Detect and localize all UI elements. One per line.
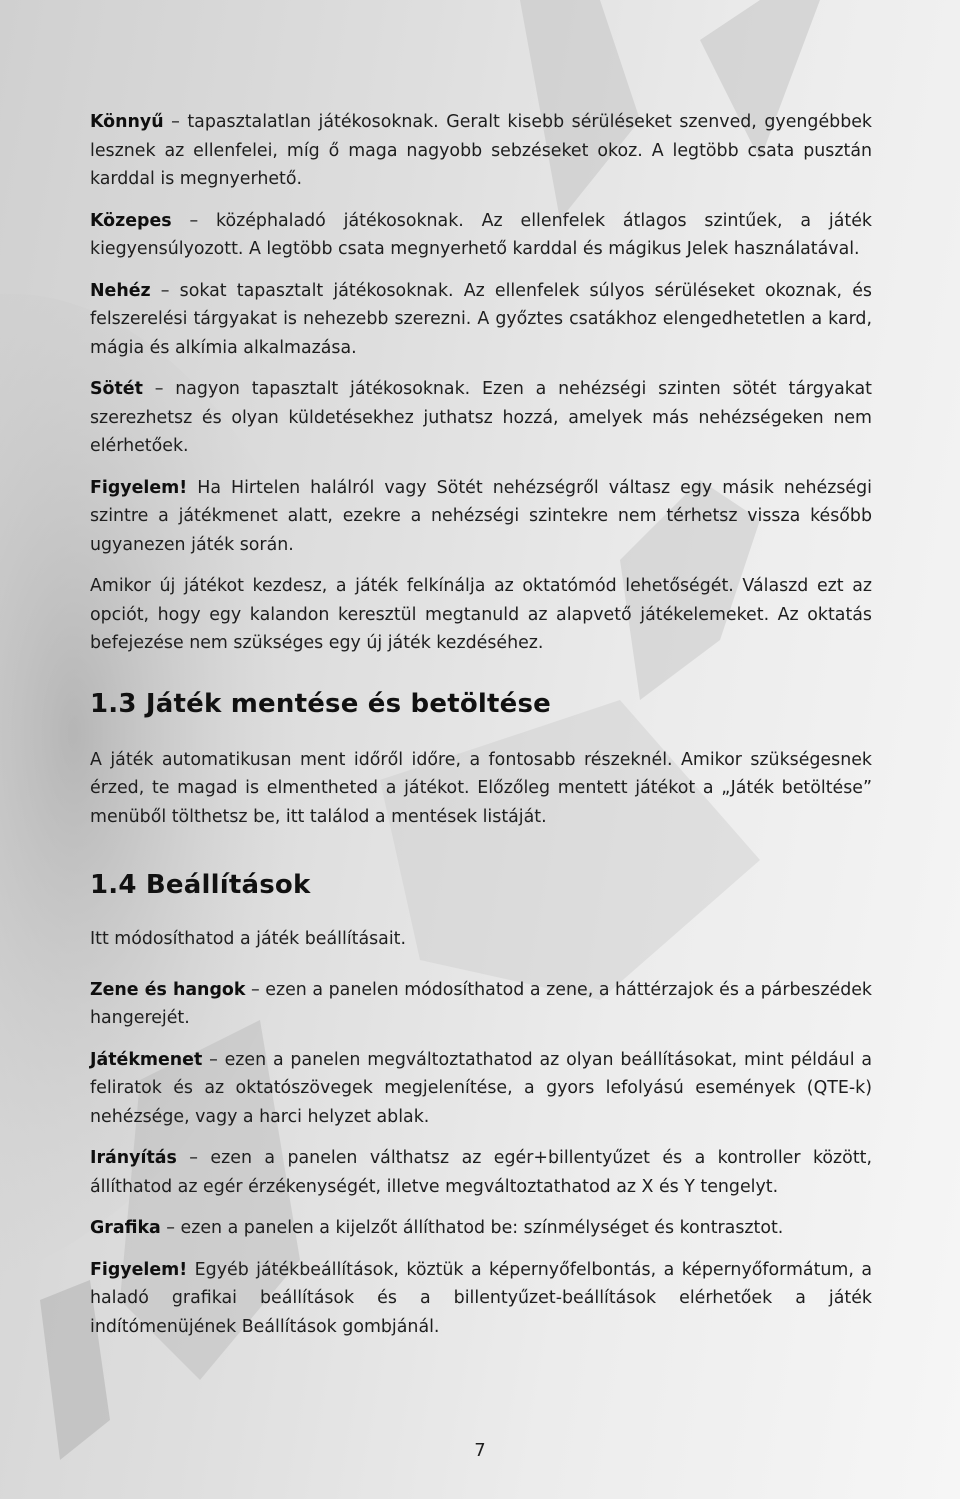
difficulty-easy [90, 108, 872, 194]
term-text: – ezen a panelen módosíthatod a zene, a háttérzajok és a párbeszédek hangerejét. [90, 979, 872, 1028]
term-text: – sokat tapasztalt játékosoknak. Az ellenfelek súlyos sérüléseket okoznak, és felszerelési tárgyakat is nehezebb szerezni. A győztes csatákhoz elengedhetetlen a kard, mágia és alkímia alkalmazása. [90, 280, 872, 358]
term-text: – tapasztalatlan játékosoknak. Geralt kisebb sérüléseket szenved, gyengébbek lesznek az ellenfelei, míg ő maga nagyobb sebzéseket okoz. A legtöbb csata pusztán karddal is megnyerhető. [90, 112, 872, 189]
section-heading-save: 1.3 Játék mentése és betöltése [90, 688, 551, 719]
difficulty-medium [90, 207, 872, 264]
settings-item-controls [90, 1144, 872, 1201]
term-text: – középhaladó játékosoknak. Az ellenfelek átlagos szintűek, a játék kiegyensúlyozott. A legtöbb csata megnyerhető karddal és mágikus Jelek használatával. [90, 210, 872, 259]
warning-note [90, 474, 872, 560]
page-content [90, 108, 872, 1341]
warning-text: Egyéb játékbeállítások, köztük a képernyőfelbontás, a képernyőformátum, a haladó grafikai beállítások és a billentyűzet-beállítások elérhetőek a játék indítómenüjének Beállítások gombjánál. [90, 1259, 872, 1337]
settings-item-audio [90, 976, 872, 1033]
settings-item-gameplay [90, 1046, 872, 1132]
term-label: Játékmenet [90, 1049, 203, 1070]
warning-label: Figyelem! [90, 1259, 188, 1280]
section-heading-settings: 1.4 Beállítások [90, 870, 311, 900]
warning-text: Ha Hirtelen halálról vagy Sötét nehézségről váltasz egy másik nehézségi szintre a játékmenet alatt, ezekre a nehézségi szintekre nem térhetsz vissza később ugyanezen játék során. [90, 477, 872, 555]
warning-note-settings [90, 1256, 872, 1342]
term-label: Nehéz [90, 280, 151, 301]
settings-intro: Itt módosíthatod a játék beállításait. [90, 929, 407, 949]
term-label: Közepes [90, 210, 172, 231]
warning-label: Figyelem! [90, 477, 188, 498]
term-text: – ezen a panelen a kijelzőt állíthatod be: színmélységet és kontrasztot. [160, 1218, 784, 1238]
term-text: – ezen a panelen válthatsz az egér+billentyűzet és a kontroller között, állíthatod az egér érzékenységét, illetve megváltoztathatod az X és Y tengelyt. [90, 1148, 872, 1197]
term-label: Irányítás [90, 1148, 177, 1168]
term-label: Sötét [90, 379, 143, 399]
save-paragraph: A játék automatikusan ment időről időre, a fontosabb részeknél. Amikor szükségesnek érzed, te magad is elmentheted a játékot. Előzőleg mentett játékot a „Játék betöltése” menüből tölthetsz be, itt találod a mentések listáját. [90, 749, 872, 827]
term-text: – ezen a panelen megváltoztathatod az olyan beállításokat, mint például a feliratok és az oktatószövegek megjelenítése, a gyors lefolyású események (QTE-k) nehézsége, vagy a harci helyzet ablak. [90, 1049, 872, 1127]
difficulty-dark [90, 375, 872, 461]
difficulty-hard [90, 277, 872, 363]
term-label: Könnyű [90, 112, 164, 132]
term-label: Grafika [90, 1218, 161, 1238]
tutorial-paragraph: Amikor új játékot kezdesz, a játék felkínálja az oktatómód lehetőségét. Válaszd ezt az opciót, hogy egy kalandon keresztül megtanuld az alapvető játékelemeket. Az oktatás befejezése nem szükséges egy új játék kezdéséhez. [90, 576, 872, 653]
page-number: 7 [474, 1440, 486, 1461]
term-text: – nagyon tapasztalt játékosoknak. Ezen a nehézségi szinten sötét tárgyakat szerezhetsz és olyan küldetésekhez juthatsz hozzá, amelyek más nehézségeken nem elérhetőek. [90, 379, 872, 456]
term-label: Zene és hangok [90, 979, 246, 1000]
settings-item-graphics [90, 1214, 872, 1243]
